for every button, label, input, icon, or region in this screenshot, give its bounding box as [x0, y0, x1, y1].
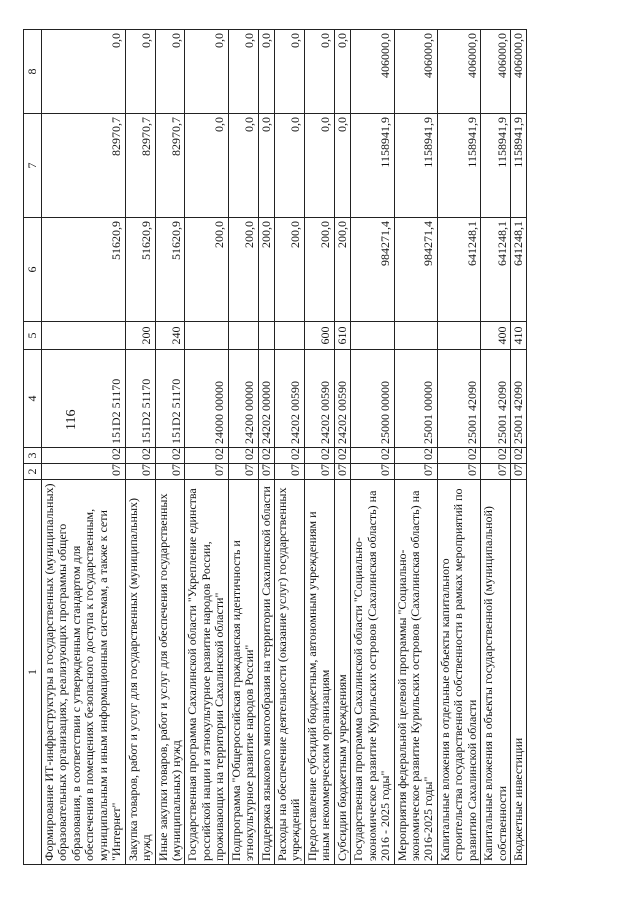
row-expense-type: 240: [155, 322, 185, 350]
row-target-article: 25001 00000: [394, 350, 437, 448]
row-amount-col8: 0,0: [155, 30, 185, 114]
row-name: Капитальные вложения в отдельные объекты капитального строительства государственной собственности в рамках мероприятий по развитию Сахалинской области: [437, 480, 480, 865]
row-amount-col8: 406000,0: [437, 30, 480, 114]
row-target-article: 25001 42090: [511, 350, 527, 448]
row-amount-col7: 82970,7: [155, 114, 185, 218]
row-expense-type: [437, 322, 480, 350]
row-amount-col6: 984271,4: [394, 218, 437, 322]
row-name: Мероприятия федеральной целевой программы "Социально-экономическое развитие Курильских островов (Сахалинская область) на 2016-2025 годы": [394, 480, 437, 865]
row-name: Предоставление субсидий бюджетным, автономным учреждениям и иным некоммерческим организациям: [304, 480, 334, 865]
row-amount-col8: 0,0: [275, 30, 305, 114]
row-amount-col8: 0,0: [334, 30, 350, 114]
row-target-article: 151D2 51170: [42, 350, 126, 448]
row-amount-col6: 984271,4: [351, 218, 394, 322]
rotated-budget-sheet: [23, 30, 527, 865]
row-target-article: 24200 00000: [228, 350, 258, 448]
row-subsection-code: 02: [185, 448, 228, 464]
row-name: Субсидии бюджетным учреждениям: [334, 480, 350, 865]
row-name: Иные закупки товаров, работ и услуг для обеспечения государственных (муниципальных) нужд: [155, 480, 185, 865]
row-target-article: 151D2 51170: [155, 350, 185, 448]
row-amount-col7: 1158941,9: [437, 114, 480, 218]
table-row: [275, 30, 305, 865]
page-number: 116: [64, 409, 79, 430]
row-expense-type: 610: [334, 322, 350, 350]
row-subsection-code: 02: [258, 448, 274, 464]
row-section-code: 07: [185, 464, 228, 480]
table-row: [511, 30, 527, 865]
row-amount-col6: 200,0: [275, 218, 305, 322]
row-amount-col6: 200,0: [228, 218, 258, 322]
row-expense-type: [185, 322, 228, 350]
row-name: Бюджетные инвестиции: [511, 480, 527, 865]
row-amount-col7: 0,0: [334, 114, 350, 218]
row-name: Подпрограмма "Общероссийская гражданская идентичность и этнокультурное развитие народов России": [228, 480, 258, 865]
row-expense-type: 400: [481, 322, 511, 350]
row-target-article: 151D2 51170: [125, 350, 155, 448]
row-expense-type: [258, 322, 274, 350]
column-header-7: 7: [24, 114, 42, 218]
row-subsection-code: 02: [304, 448, 334, 464]
column-header-3: 3: [24, 448, 42, 464]
table-row: [185, 30, 228, 865]
row-expense-type: 600: [304, 322, 334, 350]
row-subsection-code: 02: [275, 448, 305, 464]
column-header-2: 2: [24, 464, 42, 480]
row-section-code: 07: [481, 464, 511, 480]
row-amount-col8: 0,0: [42, 30, 126, 114]
row-expense-type: 410: [511, 322, 527, 350]
row-subsection-code: 02: [155, 448, 185, 464]
row-amount-col8: 0,0: [125, 30, 155, 114]
table-header: [24, 30, 42, 865]
row-amount-col6: 641248,1: [481, 218, 511, 322]
table-row: [125, 30, 155, 865]
row-name: Государственная программа Сахалинской области "Укрепление единства российской нации и этнокультурное развитие народов России, проживающих на территории Сахалинской области": [185, 480, 228, 865]
row-amount-col6: 200,0: [334, 218, 350, 322]
row-section-code: 07: [437, 464, 480, 480]
row-amount-col8: 0,0: [258, 30, 274, 114]
row-amount-col6: 200,0: [185, 218, 228, 322]
row-section-code: 07: [228, 464, 258, 480]
row-section-code: 07: [304, 464, 334, 480]
row-target-article: 24202 00590: [304, 350, 334, 448]
row-subsection-code: 02: [42, 448, 126, 464]
row-amount-col7: 1158941,9: [394, 114, 437, 218]
row-amount-col8: 0,0: [185, 30, 228, 114]
row-target-article: 24000 00000: [185, 350, 228, 448]
row-subsection-code: 02: [351, 448, 394, 464]
row-section-code: 07: [125, 464, 155, 480]
row-amount-col8: 406000,0: [511, 30, 527, 114]
row-subsection-code: 02: [228, 448, 258, 464]
table-row: [42, 30, 126, 865]
row-amount-col6: 641248,1: [437, 218, 480, 322]
row-subsection-code: 02: [394, 448, 437, 464]
row-name: Закупка товаров, работ и услуг для государственных (муниципальных) нужд: [125, 480, 155, 865]
row-amount-col7: 1158941,9: [481, 114, 511, 218]
row-target-article: 24202 00000: [258, 350, 274, 448]
row-section-code: 07: [258, 464, 274, 480]
row-expense-type: [42, 322, 126, 350]
budget-table: [23, 29, 527, 865]
row-name: Государственная программа Сахалинской области "Социально-экономическое развитие Курильских островов (Сахалинская область) на 2016 - 2025 годы": [351, 480, 394, 865]
column-header-6: 6: [24, 218, 42, 322]
table-row: [481, 30, 511, 865]
table-row: [437, 30, 480, 865]
row-section-code: 07: [351, 464, 394, 480]
table-row: [334, 30, 350, 865]
row-amount-col8: 406000,0: [394, 30, 437, 114]
row-section-code: 07: [275, 464, 305, 480]
row-section-code: 07: [42, 464, 126, 480]
row-name: Расходы на обеспечение деятельности (оказание услуг) государственных учреждений: [275, 480, 305, 865]
table-row: [228, 30, 258, 865]
row-expense-type: [394, 322, 437, 350]
row-target-article: 24202 00590: [275, 350, 305, 448]
row-amount-col6: 200,0: [258, 218, 274, 322]
row-amount-col7: 0,0: [258, 114, 274, 218]
row-amount-col6: 51620,9: [155, 218, 185, 322]
row-section-code: 07: [334, 464, 350, 480]
row-expense-type: 200: [125, 322, 155, 350]
row-amount-col7: 1158941,9: [511, 114, 527, 218]
row-amount-col6: 51620,9: [42, 218, 126, 322]
column-header-5: 5: [24, 322, 42, 350]
column-header-1: 1: [24, 480, 42, 865]
row-subsection-code: 02: [334, 448, 350, 464]
row-name: Формирование ИТ-инфраструктуры в государственных (муниципальных) образовательных организациях, реализующих программы общего образования, в соответствии с утвержденным стандартом для обеспечения в помещениях безопасного доступа к государственным, муниципальным и иным информационным системам, а также к сети "Интернет": [42, 480, 126, 865]
row-target-article: 25000 00000: [351, 350, 394, 448]
table-row: [155, 30, 185, 865]
row-amount-col6: 51620,9: [125, 218, 155, 322]
row-name: Поддержка языкового многообразия на территории Сахалинской области: [258, 480, 274, 865]
row-amount-col7: 82970,7: [125, 114, 155, 218]
table-row: [351, 30, 394, 865]
table-row: [394, 30, 437, 865]
row-expense-type: [228, 322, 258, 350]
row-subsection-code: 02: [511, 448, 527, 464]
row-target-article: 24202 00590: [334, 350, 350, 448]
row-subsection-code: 02: [481, 448, 511, 464]
row-name: Капитальные вложения в объекты государственной (муниципальной) собственности: [481, 480, 511, 865]
row-amount-col6: 200,0: [304, 218, 334, 322]
row-amount-col6: 641248,1: [511, 218, 527, 322]
row-expense-type: [275, 322, 305, 350]
table-row: [258, 30, 274, 865]
row-amount-col7: 0,0: [228, 114, 258, 218]
row-amount-col8: 406000,0: [351, 30, 394, 114]
row-target-article: 25001 42090: [481, 350, 511, 448]
row-amount-col7: 0,0: [275, 114, 305, 218]
row-amount-col7: 82970,7: [42, 114, 126, 218]
row-subsection-code: 02: [437, 448, 480, 464]
header-row: [24, 30, 42, 865]
row-amount-col8: 406000,0: [481, 30, 511, 114]
table-row: [304, 30, 334, 865]
row-amount-col7: 0,0: [304, 114, 334, 218]
row-amount-col7: 1158941,9: [351, 114, 394, 218]
row-expense-type: [351, 322, 394, 350]
row-amount-col7: 0,0: [185, 114, 228, 218]
column-header-8: 8: [24, 30, 42, 114]
row-subsection-code: 02: [125, 448, 155, 464]
column-header-4: 4: [24, 350, 42, 448]
row-section-code: 07: [511, 464, 527, 480]
row-section-code: 07: [155, 464, 185, 480]
table-body: [42, 30, 527, 865]
row-target-article: 25001 42090: [437, 350, 480, 448]
row-section-code: 07: [394, 464, 437, 480]
row-amount-col8: 0,0: [228, 30, 258, 114]
row-amount-col8: 0,0: [304, 30, 334, 114]
